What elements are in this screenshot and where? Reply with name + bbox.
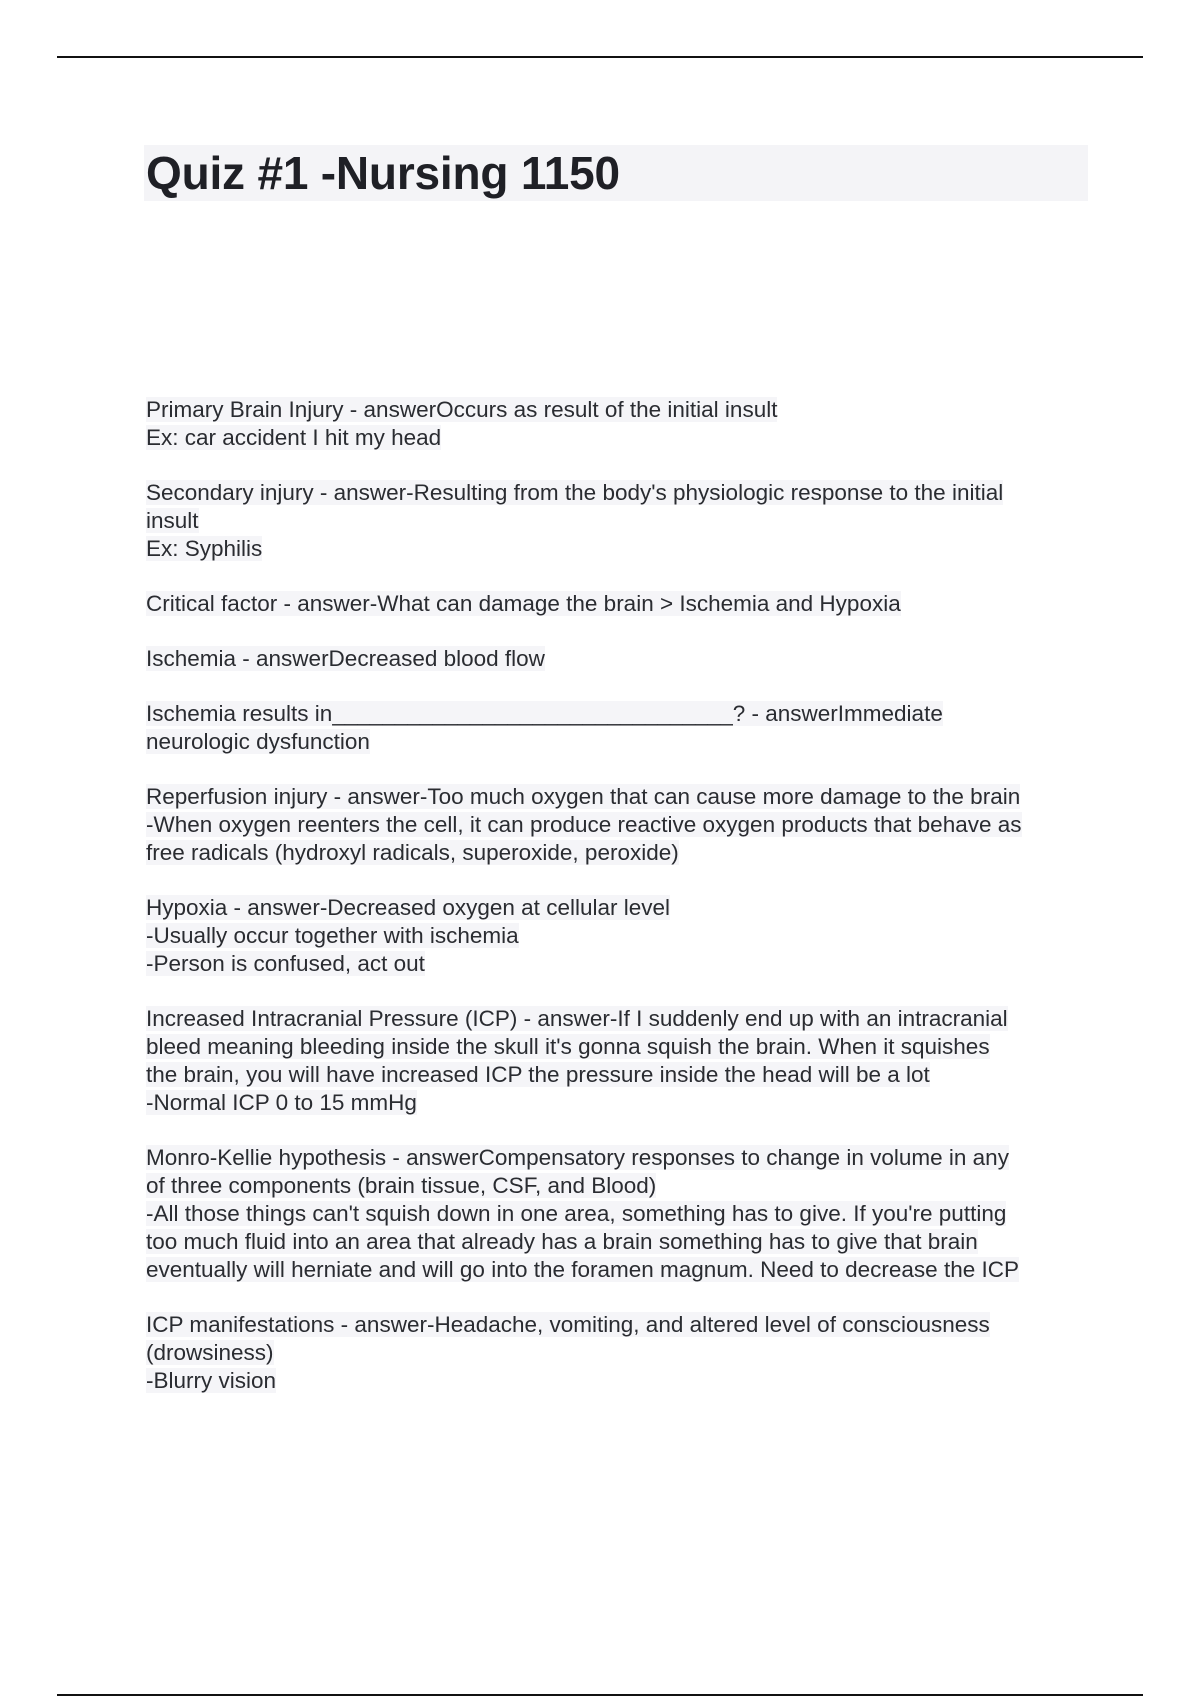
qa-line: Secondary injury - answer-Resulting from the body's physiologic response to the initial [146,480,1004,505]
qa-item-primary-brain-injury [146,396,1096,452]
qa-item-monro-kellie [146,1144,1096,1284]
qa-item-increased-icp [146,1005,1096,1117]
qa-line: Ex: car accident I hit my head [146,425,442,450]
qa-line: -Blurry vision [146,1368,277,1393]
qa-line: insult [146,508,199,533]
bottom-divider [57,1694,1143,1696]
qa-list [146,396,1096,1422]
qa-line: bleed meaning bleeding inside the skull it's gonna squish the brain. When it squishes [146,1034,990,1059]
qa-line: eventually will herniate and will go into the foramen magnum. Need to decrease the ICP [146,1257,1019,1282]
qa-line: (drowsiness) [146,1340,274,1365]
qa-line: Hypoxia - answer-Decreased oxygen at cellular level [146,895,670,920]
qa-item-icp-manifestations [146,1311,1096,1395]
qa-line: Ischemia results in________________________________? - answerImmediate [146,701,943,726]
qa-line: too much fluid into an area that already has a brain something has to give that brain [146,1229,978,1254]
qa-line: Reperfusion injury - answer-Too much oxygen that can cause more damage to the brain [146,784,1021,809]
qa-line: -Person is confused, act out [146,951,425,976]
qa-item-ischemia [146,645,1096,673]
qa-line: Ex: Syphilis [146,536,263,561]
qa-line: -Usually occur together with ischemia [146,923,519,948]
qa-line: ICP manifestations - answer-Headache, vomiting, and altered level of consciousness [146,1312,990,1337]
qa-line: -All those things can't squish down in one area, something has to give. If you're putting [146,1201,1007,1226]
qa-line: Ischemia - answerDecreased blood flow [146,646,545,671]
qa-line: -When oxygen reenters the cell, it can produce reactive oxygen products that behave as [146,812,1022,837]
qa-line: neurologic dysfunction [146,729,370,754]
qa-item-secondary-injury [146,479,1096,563]
top-divider [57,56,1143,58]
qa-line: of three components (brain tissue, CSF, and Blood) [146,1173,657,1198]
qa-line: -Normal ICP 0 to 15 mmHg [146,1090,417,1115]
qa-item-hypoxia [146,894,1096,978]
qa-item-reperfusion-injury [146,783,1096,867]
page-title: Quiz #1 -Nursing 1150 [146,147,620,199]
qa-line: free radicals (hydroxyl radicals, superoxide, peroxide) [146,840,679,865]
qa-line: Monro-Kellie hypothesis - answerCompensatory responses to change in volume in any [146,1145,1009,1170]
qa-line: Primary Brain Injury - answerOccurs as result of the initial insult [146,397,778,422]
qa-line: Increased Intracranial Pressure (ICP) - answer-If I suddenly end up with an intracranial [146,1006,1008,1031]
qa-item-ischemia-results [146,700,1096,756]
qa-line: the brain, you will have increased ICP the pressure inside the head will be a lot [146,1062,930,1087]
qa-item-critical-factor [146,590,1096,618]
qa-line: Critical factor - answer-What can damage the brain > Ischemia and Hypoxia [146,591,901,616]
